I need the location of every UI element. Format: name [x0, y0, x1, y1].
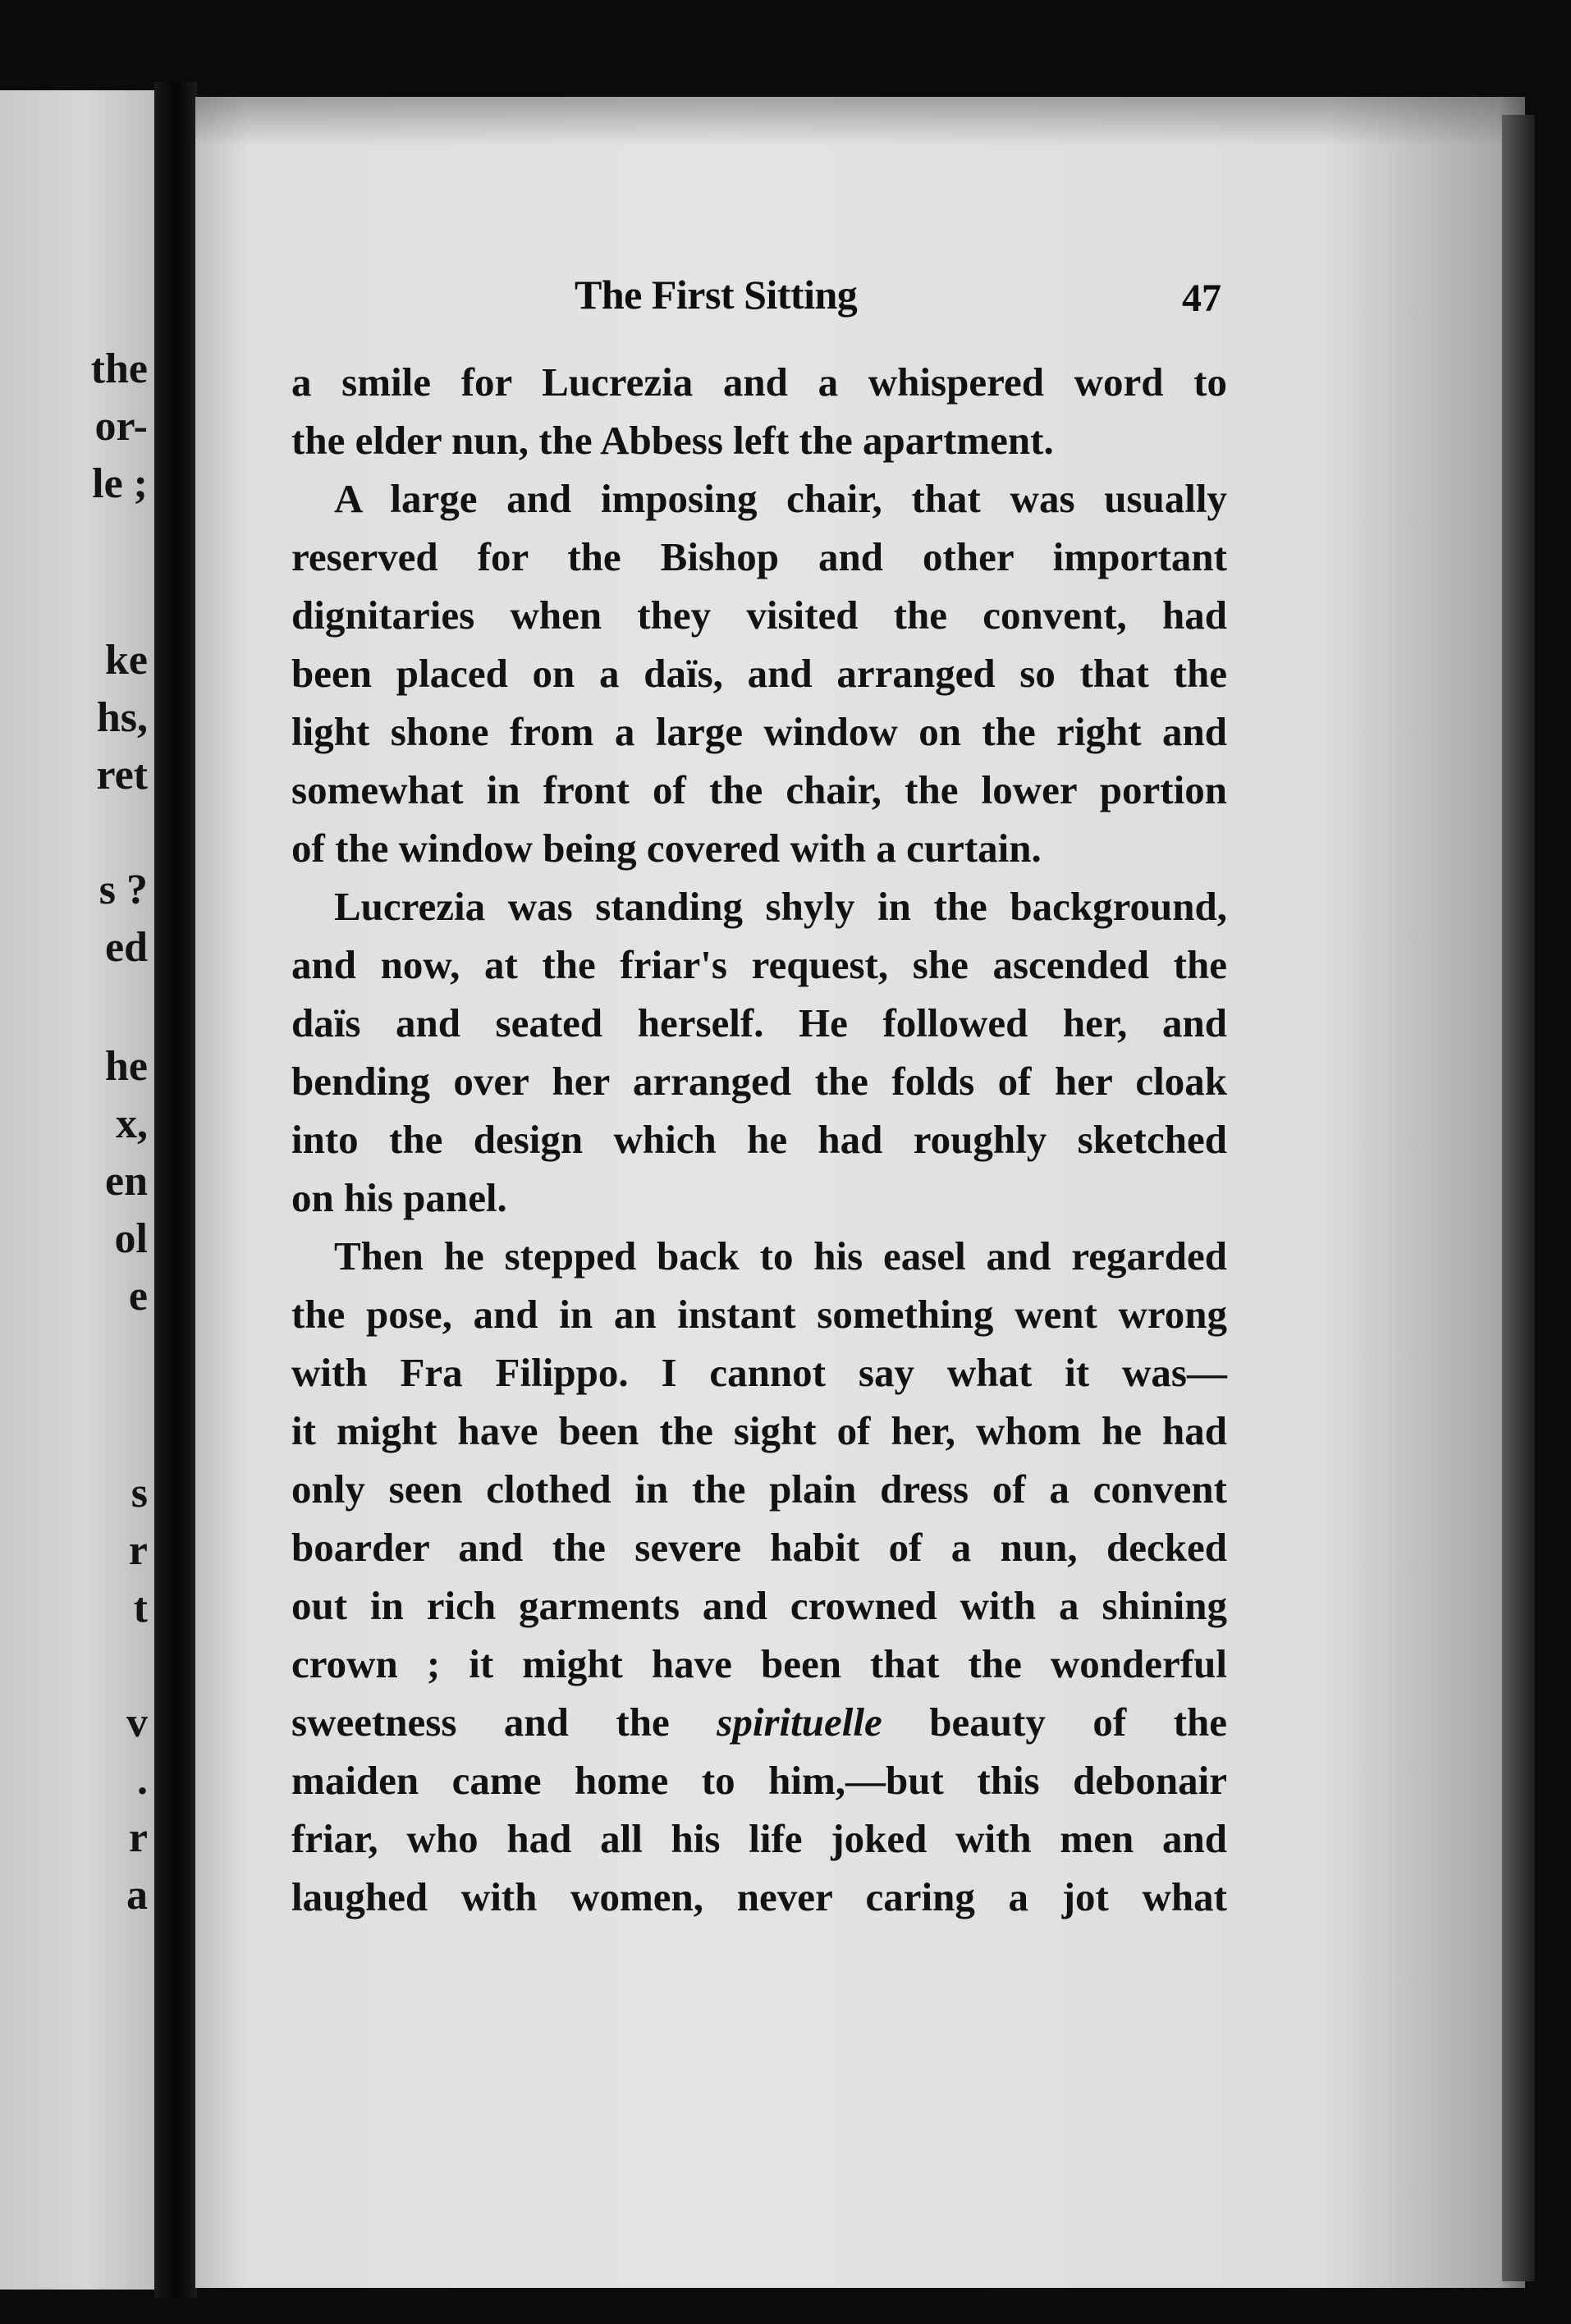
text-line: boarder and the severe habit of a nun, decked [291, 1525, 1227, 1570]
text-line: a smile for Lucrezia and a whispered word to [291, 359, 1227, 405]
facing-page-fragment: a [126, 1872, 148, 1919]
paragraph-first-line: A large and imposing chair, that was usually [334, 476, 1227, 521]
text-line: light shone from a large window on the right and [291, 709, 1227, 754]
text-line: of the window being covered with a curtain. [291, 826, 1042, 871]
facing-page-fragment: r [128, 1814, 148, 1861]
text-line: the elder nun, the Abbess left the apartment. [291, 418, 1054, 463]
paragraph-first-line: Then he stepped back to his easel and regarded [334, 1233, 1227, 1279]
facing-page-fragment: ed [105, 924, 148, 971]
text-line: with Fra Filippo. I cannot say what it was— [291, 1350, 1227, 1395]
facing-page-fragment: t [133, 1585, 148, 1631]
text-line: somewhat in front of the chair, the lower portion [291, 767, 1227, 812]
text-line: only seen clothed in the plain dress of a convent [291, 1466, 1227, 1512]
facing-page-fragment: x, [116, 1100, 148, 1147]
text-line: out in rich garments and crowned with a shining [291, 1583, 1227, 1628]
facing-page-fragment: e [128, 1273, 148, 1320]
facing-page-fragment: le ; [92, 460, 148, 507]
facing-page-fragment: or- [94, 403, 148, 450]
text-line-suffix: beauty of the [929, 1700, 1227, 1745]
text-line: it might have been the sight of her, whom he had [291, 1408, 1227, 1453]
text-line: dignitaries when they visited the convent, had [291, 592, 1227, 638]
text-line-with-italic [291, 1693, 1227, 1751]
text-line: crown ; it might have been that the wonderful [291, 1641, 1227, 1686]
text-line: and now, at the friar's request, she ascended the [291, 942, 1227, 987]
text-line: reserved for the Bishop and other important [291, 534, 1227, 579]
text-line: maiden came home to him,—but this debonair [291, 1758, 1227, 1803]
text-line: friar, who had all his life joked with men and [291, 1816, 1227, 1861]
page-top-shadow [195, 97, 1525, 146]
facing-page-fragment: r [128, 1527, 148, 1574]
facing-page-fragment: en [105, 1158, 148, 1205]
page-number: 47 [1182, 277, 1221, 320]
italic-word: spirituelle [717, 1700, 882, 1745]
text-line: into the design which he had roughly sketched [291, 1117, 1227, 1162]
facing-page-fragment: s ? [98, 867, 148, 913]
text-line: bending over her arranged the folds of her cloak [291, 1059, 1227, 1104]
facing-page-fragment: the [90, 345, 148, 392]
text-line: daïs and seated herself. He followed her, and [291, 1000, 1227, 1045]
text-line: the pose, and in an instant something went wrong [291, 1292, 1227, 1337]
book-spine-gutter [154, 82, 197, 2298]
facing-page-fragment: s [131, 1470, 148, 1517]
page-edge-shadow [1502, 115, 1535, 2281]
facing-page-fragment: v [126, 1700, 148, 1746]
facing-page-fragment: . [137, 1757, 148, 1804]
paragraph-first-line: Lucrezia was standing shyly in the background, [334, 884, 1227, 929]
facing-page-fragment: ke [105, 637, 148, 684]
facing-page-fragment: hs, [96, 694, 148, 741]
body-text [291, 353, 1227, 1926]
text-line-prefix: sweetness and the [291, 1700, 670, 1745]
text-line: laughed with women, never caring a jot what [291, 1874, 1227, 1919]
facing-page-fragment: ol [114, 1215, 148, 1262]
running-head: The First Sitting [575, 272, 858, 318]
facing-page-fragment: ret [96, 752, 148, 798]
text-line: been placed on a daïs, and arranged so that the [291, 651, 1227, 696]
facing-page-left [0, 90, 156, 2290]
facing-page-fragment: he [105, 1043, 148, 1090]
text-line: on his panel. [291, 1175, 507, 1220]
